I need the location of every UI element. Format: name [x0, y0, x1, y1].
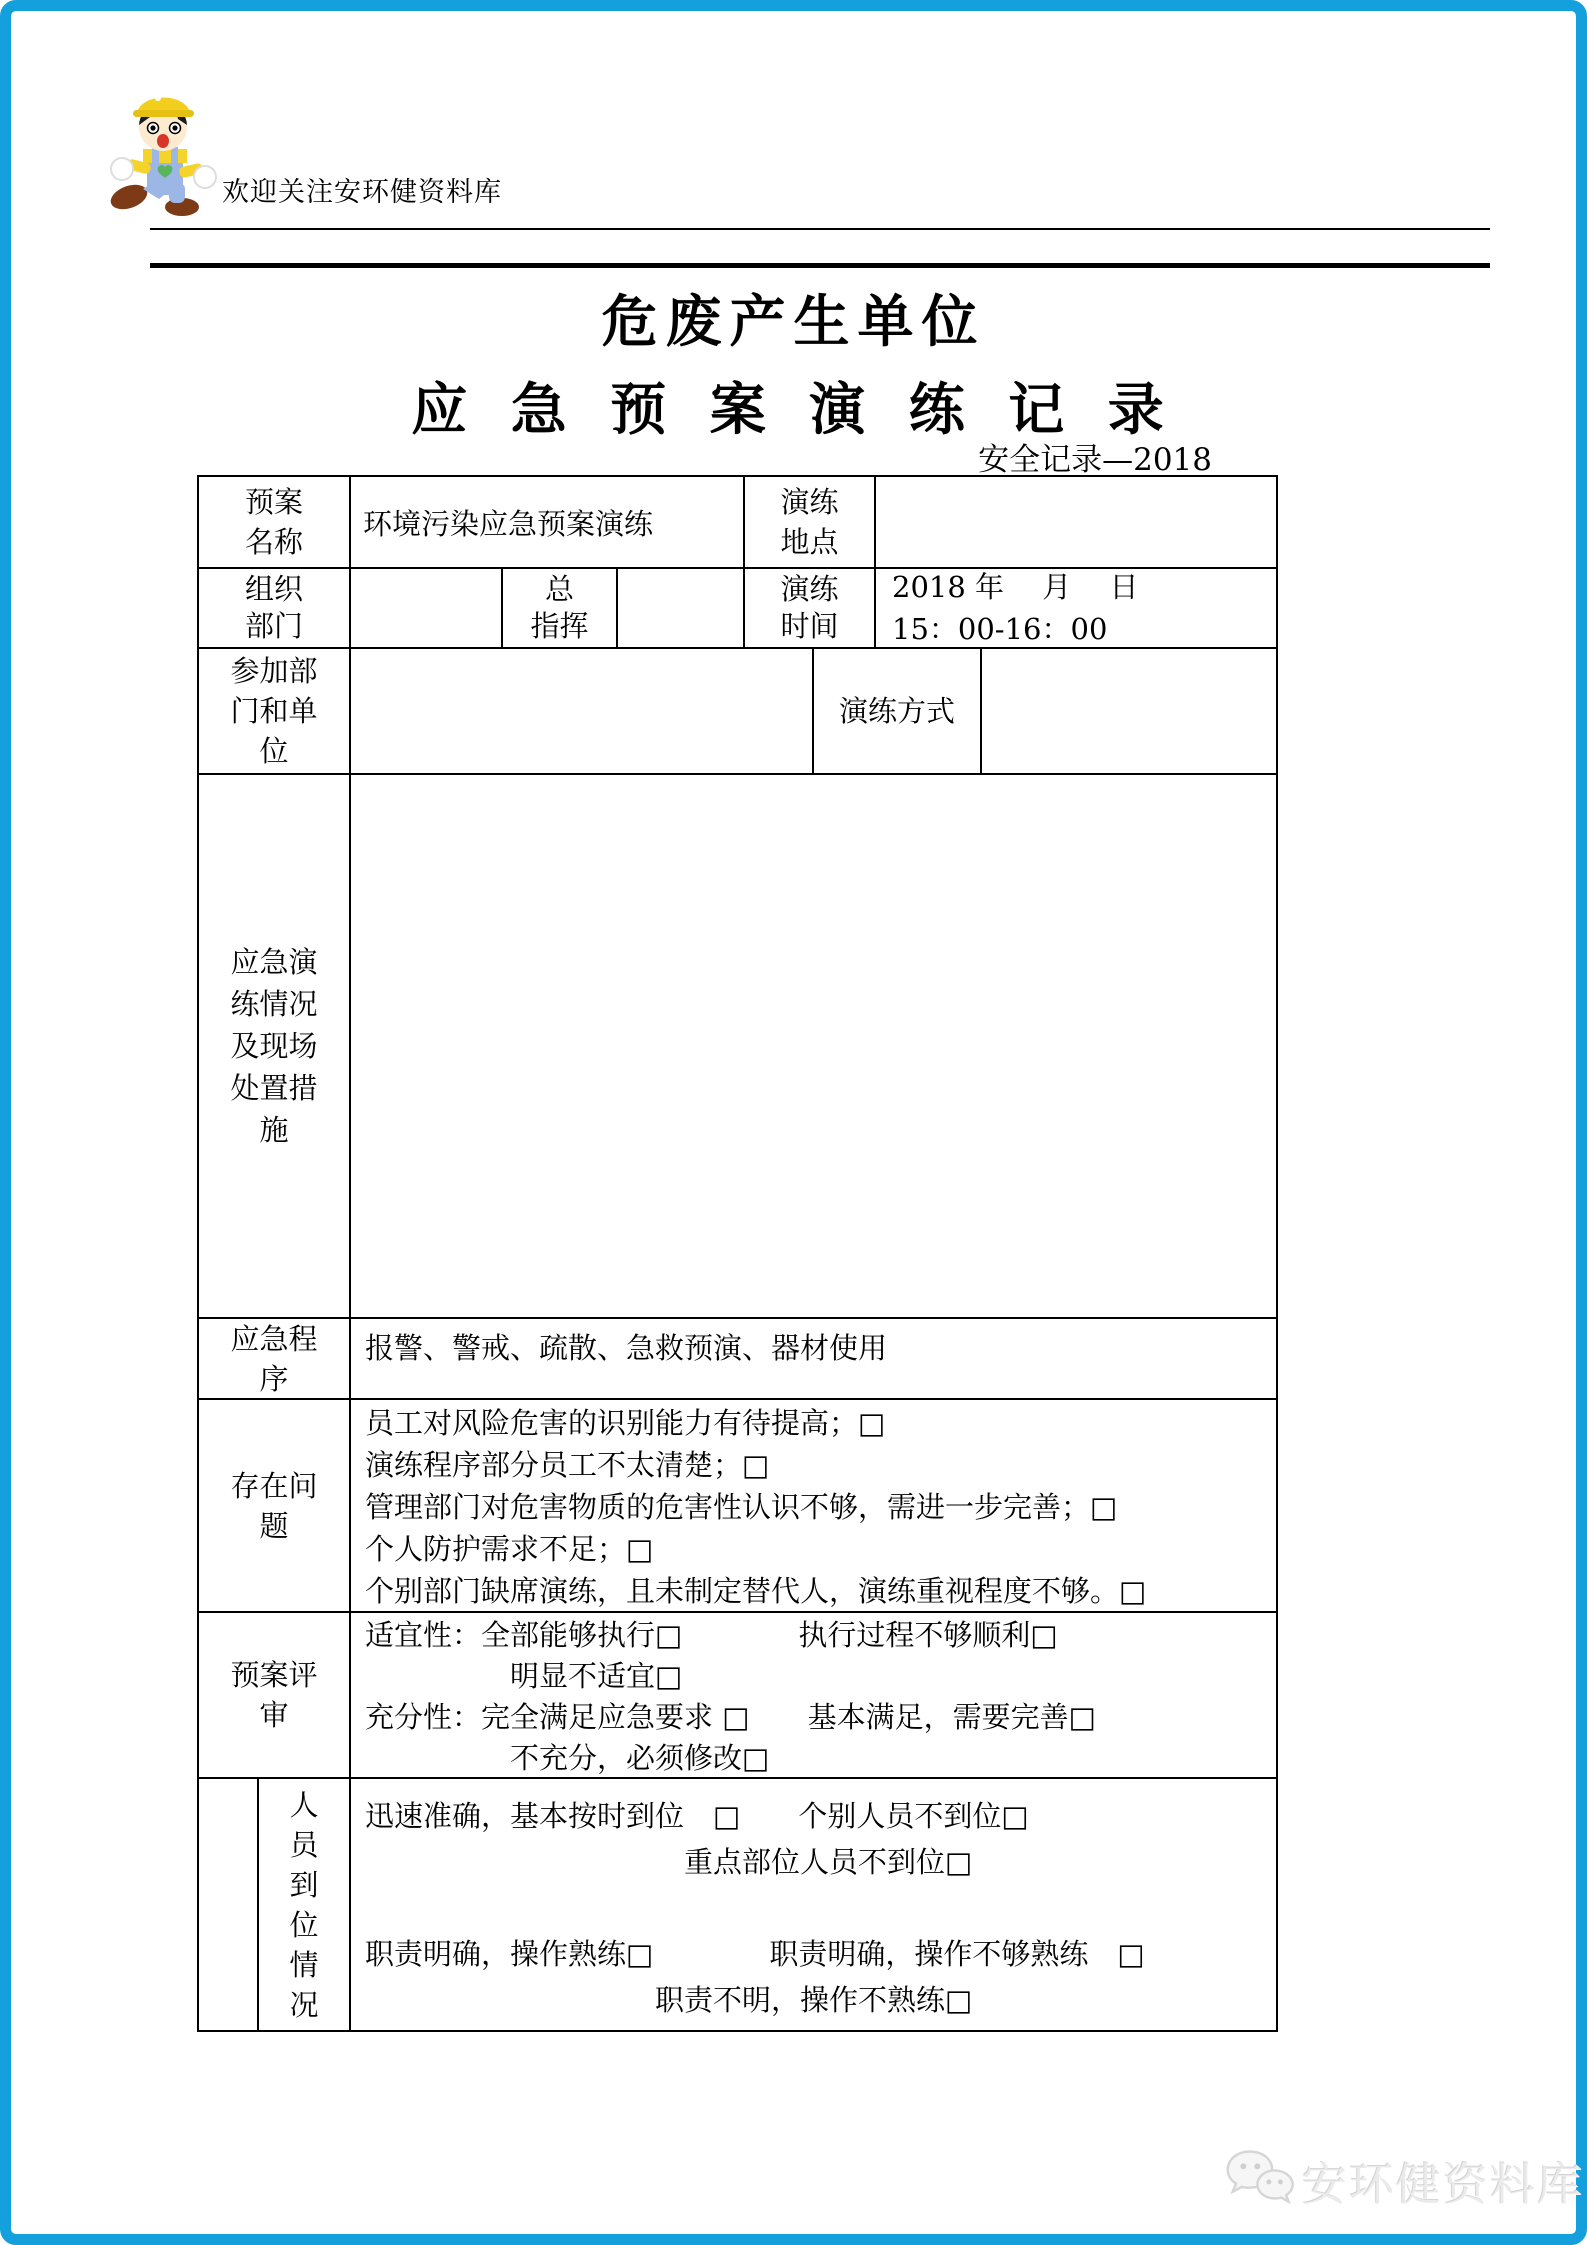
- drill-place-value: [876, 477, 1276, 567]
- doc-title-line2: 应 急 预 案 演 练 记 录: [411, 377, 1176, 443]
- personnel-value: 迅速准确，基本按时到位 □ 个别人员不到位□ 重点部位人员不到位□ 职责明确，操作熟练□ 职责明确，操作不够熟练 □ 职责不明，操作不熟练□: [365, 1799, 1145, 2017]
- problems-value: 员工对风险危害的识别能力有待提高；□ 演练程序部分员工不太清楚；□ 管理部门对危害物质的危害性认识不够，需进一步完善；□ 个人防护需求不足；□ 个别部门缺席演练，且未制定替代人，演练重视程度不够。□: [365, 1406, 1147, 1608]
- table-row-procedure: [199, 1319, 1276, 1400]
- procedure-value: 报警、警戒、疏散、急救预演、器材使用: [365, 1331, 888, 1365]
- table-row-drill-situation: [199, 775, 1276, 1319]
- personnel-label: 人 员 到 位 情 况: [259, 1779, 351, 2030]
- chief-commander-value: [618, 569, 745, 647]
- org-dept-value: [351, 569, 503, 647]
- participants-value: [351, 649, 814, 773]
- watermark-text: 安环健资料库: [1302, 2158, 1585, 2211]
- drill-mode-label: 演练方式: [814, 649, 982, 773]
- participants-label: 参加部 门和单 位: [199, 649, 351, 773]
- table-row-organizer: [199, 569, 1276, 649]
- table-row-personnel: [199, 1779, 1276, 2030]
- drill-place-label: 演练 地点: [745, 477, 876, 567]
- doc-title-line1: 危废产生单位: [601, 289, 986, 355]
- record-number: 安全记录—2018: [978, 442, 1212, 478]
- review-value: 适宜性：全部能够执行□ 执行过程不够顺利□ 明显不适宜□ 充分性：完全满足应急要求 □ 基本满足，需要完善□ 不充分，必须修改□: [365, 1618, 1097, 1775]
- personnel-spacer-cell: [199, 1779, 259, 2030]
- divider-thick: [150, 263, 1490, 268]
- table-row-plan-review: [199, 1613, 1276, 1779]
- banner-text: 欢迎关注安环健资料库: [222, 177, 502, 208]
- table-row-problems: [199, 1400, 1276, 1613]
- drill-time-label: 演练 时间: [745, 569, 876, 647]
- drill-time-value: 2018 年 月 日 15：00-16：00: [892, 570, 1139, 646]
- org-dept-label: 组织 部门: [199, 569, 351, 647]
- wechat-icon: [1222, 2146, 1296, 2208]
- table-row-plan-name: [199, 477, 1276, 569]
- situation-label: 应急演 练情况 及现场 处置措 施: [199, 775, 351, 1317]
- plan-name-label: 预案 名称: [199, 477, 351, 567]
- plan-name-value: 环境污染应急预案演练: [351, 477, 745, 567]
- review-label: 预案评 审: [199, 1613, 351, 1777]
- drill-mode-value: [982, 649, 1276, 773]
- mascot-worker-icon: [103, 85, 221, 217]
- divider-thin: [150, 228, 1490, 230]
- problems-label: 存在问 题: [199, 1400, 351, 1611]
- drill-record-table: [197, 475, 1278, 2032]
- procedure-label: 应急程 序: [199, 1319, 351, 1398]
- table-row-participants: [199, 649, 1276, 775]
- chief-commander-label: 总 指挥: [503, 569, 618, 647]
- situation-value: [351, 775, 1276, 1317]
